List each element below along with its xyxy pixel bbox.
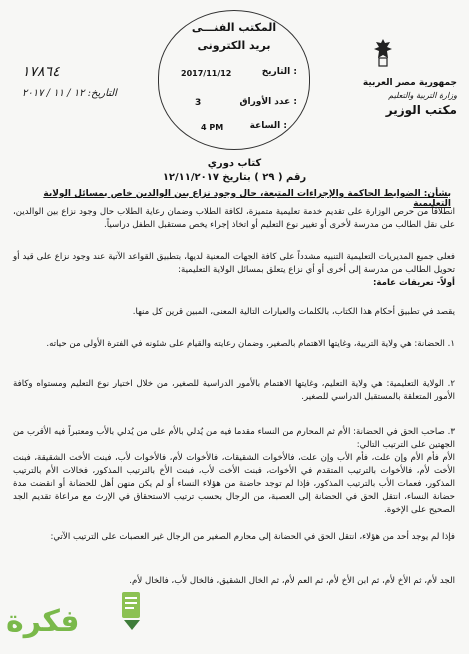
paragraph-directive-text: فعلى جميع المديريات التعليمية التنبيه مشدداً على كافة الجهات المعنية لديها، بتطبيق القواعد الآتية عند وجود نزاع على قيد أو تحويل الطالب من مدرسة إلى أخرى أو أي نزاع يتعلق بمسائل الولاية التعليمية: (13, 252, 455, 275)
document-type: كتاب دوري (207, 158, 262, 169)
stamp-time-label: الساعة : (249, 121, 287, 131)
stamp-date-label: التاريخ : (261, 67, 297, 77)
custodian-heading: ٣. صاحب الحق في الحضانة: الأم ثم المحارم من النساء مقدما فيه من يُدلي بالأم على من يُدلي بالأب ومعتبراً فيه الأقرب من الجهتين على الترتيب التالي: (13, 427, 455, 450)
paragraph-order: الجد لأم، ثم الأخ لأم، ثم ابن الأخ لأم، ثم العم لأم، ثم الخال الشقيق، فالخال لأب، فالخال لأم. (129, 576, 455, 586)
definition-guardianship: ٢. الولاية التعليمية: هي ولاية التعليم، وغايتها الاهتمام بالأمور الدراسية للصغير، من خلال اختيار نوع التعليم ومستواه وكافة الأمور المتعلقة بالمستقبل الدراسي للصغير. (13, 379, 455, 402)
stamp-pages-value: 3 (195, 98, 202, 108)
paragraph-directive (13, 251, 455, 290)
office-name: مكتب الوزير (385, 103, 457, 117)
watermark-text: فكرة (6, 604, 80, 639)
stamp-office: المكتب الفنـــى (191, 21, 277, 34)
stamp-date-value: 2017/11/12 (181, 69, 232, 78)
stamp-mail: بريد الكترونى (197, 39, 271, 52)
section-heading: أولاً- تعريفات عامة: (372, 278, 455, 288)
custodian-order: الأم فأم الأم وإن علت، فأم الأب وإن علت، فالأخوات الشقيقات، فالأخوات لأم، فالأخوات لأب، فبنت الأخت الشقيقة، فبنت الأخت لأم، فالأخوات بالترتيب المتقدم في الأخوات، فبنت الأخت لأب، فبنت الأخ بالترتيب المذكور، فخالات الأم بالترتيب المذكور، فعمات الأب بالترتيب المذكور، فإذا لم توجد حاضنة من هؤلاء النساء أو لم يكن منهن أهل للحضانة أو انقضت مدة حضانة النساء، انتقل الحق في الحضانة إلى العصبة، من الرجال بحسب ترتيب الاستحقاق في الإرث مع مراعاة تقديم الجد الصحيح على الإخوة. (13, 453, 455, 515)
subject-line: بشأن: الضوابط الحاكمة والإجراءات المتبعة، حال وجود نزاع بين الوالدين خاص بمسائل الولاية التعليمية (43, 189, 451, 209)
document-logo-icon (118, 588, 146, 632)
document-number: رقم ( ٢٩ ) بتاريخ ١٢/١١/٢٠١٧ (162, 172, 307, 183)
definition-custodian (13, 426, 455, 517)
eagle-emblem-icon (372, 38, 394, 68)
country-name: جمهورية مصر العربية (362, 78, 457, 88)
paragraph-fallback: فإذا لم يوجد أحد من هؤلاء، انتقل الحق في الحضانة إلى محارم الصغير من الرجال غير العصبات على الترتيب الآتي: (50, 532, 455, 542)
receipt-stamp (158, 10, 310, 150)
reference-date: التاريخ: ١٢ / ١١ / ٢٠١٧ (22, 88, 117, 99)
ministry-name: وزارة التربية والتعليم (388, 91, 457, 100)
stamp-time-value: 4 PM (201, 123, 224, 132)
stamp-pages-label: عدد الأوراق : (239, 97, 297, 107)
reference-number: ١٧٨٦٤ (22, 64, 60, 80)
paragraph-definitions: يقصد في تطبيق أحكام هذا الكتاب، بالكلمات والعبارات التالية المعنى، المبين قرين كل منها. (132, 307, 455, 317)
definition-custody: ١. الحضانة: هي ولاية التربية، وغايتها الاهتمام بالصغير، وضمان رعايته والقيام على شئونه في الفترة الأولى من حياته. (46, 339, 455, 349)
paragraph-intro: انطلاقاً من حرص الوزارة على تقديم خدمة تعليمية متميزة، لكافة الطلاب وضمان رعاية الطلاب حال وجود نزاع بين الوالدين، على نقل الطالب من مدرسة لأخرى أو تغيير نوع التعليم أو اتخاذ إجراء يخص مستقبل الطفل دراسياً. (13, 207, 455, 230)
